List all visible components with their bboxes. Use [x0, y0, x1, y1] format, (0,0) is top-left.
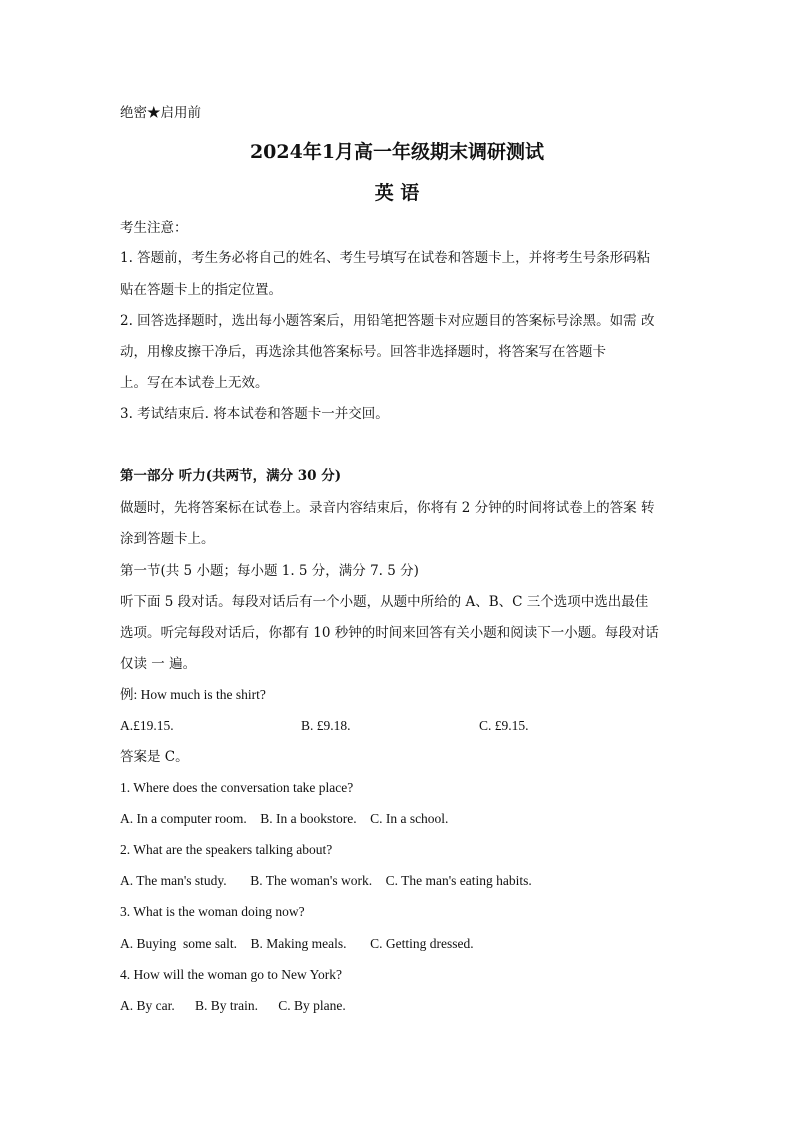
part1-intro-line-1: 做题时，先将答案标在试卷上。录音内容结束后，你将有 2 分钟的时间将试卷上的答案 转 [120, 500, 655, 516]
question-1: 1. Where does the conversation take place? [120, 780, 354, 795]
example-option-c: C. £9.15. [479, 718, 529, 733]
example-option-b: B. £9.18. [301, 718, 351, 733]
question-2: 2. What are the speakers talking about? [120, 842, 333, 857]
notice-heading: 考生注意： [120, 220, 188, 236]
notice-item-2-line-2: 动，用橡皮擦干净后，再选涂其他答案标号。回答非选择题时，将答案写在答题卡 [120, 344, 606, 360]
example-question: 例: How much is the shirt? [120, 687, 266, 702]
notice-item-3: 3. 考试结束后. 将本试卷和答题卡一并交回。 [120, 406, 389, 422]
notice-item-1-line-2: 贴在答题卡上的指定位置。 [120, 282, 282, 298]
notice-item-2-line-1: 2. 回答选择题时，选出每小题答案后，用铅笔把答题卡对应题目的答案标号涂黑。如需 改 [120, 313, 655, 329]
question-4-options: A. By car. B. By train. C. By plane. [120, 998, 346, 1013]
section1-heading: 第一节(共 5 小题；每小题 1. 5 分，满分 7. 5 分) [120, 563, 419, 579]
question-2-options: A. The man's study. B. The woman's work. C. The man's eating habits. [120, 873, 532, 888]
exam-title: 2024年1月高一年级期末调研测试 [249, 141, 545, 163]
part1-intro-line-2: 涂到答题卡上。 [120, 531, 215, 547]
part1-heading: 第一部分 听力(共两节，满分 30 分) [120, 468, 342, 484]
question-1-options: A. In a computer room. B. In a bookstore. C. In a school. [120, 811, 449, 826]
subject-title: 英 语 [374, 182, 420, 204]
section1-instruction-line-1: 听下面 5 段对话。每段对话后有一个小题，从题中所给的 A、B、C 三个选项中选出最佳 [120, 594, 649, 610]
notice-item-2-line-3: 上。写在本试卷上无效。 [120, 375, 269, 391]
question-3: 3. What is the woman doing now? [120, 904, 305, 919]
section1-instruction-line-3: 仅读 一 遍。 [120, 656, 197, 672]
notice-item-1-line-1: 1. 答题前，考生务必将自己的姓名、考生号填写在试卷和答题卡上，并将考生号条形码粘 [120, 250, 651, 266]
question-4: 4. How will the woman go to New York? [120, 967, 342, 982]
section1-instruction-line-2: 选项。听完每段对话后，你都有 10 秒钟的时间来回答有关小题和阅读下一小题。每段对话 [120, 625, 659, 641]
example-option-a: A.£19.15. [120, 718, 174, 733]
confidential-mark: 绝密★启用前 [120, 105, 201, 121]
question-3-options: A. Buying some salt. B. Making meals. C. Getting dressed. [120, 936, 474, 951]
example-answer: 答案是 C。 [120, 749, 189, 765]
